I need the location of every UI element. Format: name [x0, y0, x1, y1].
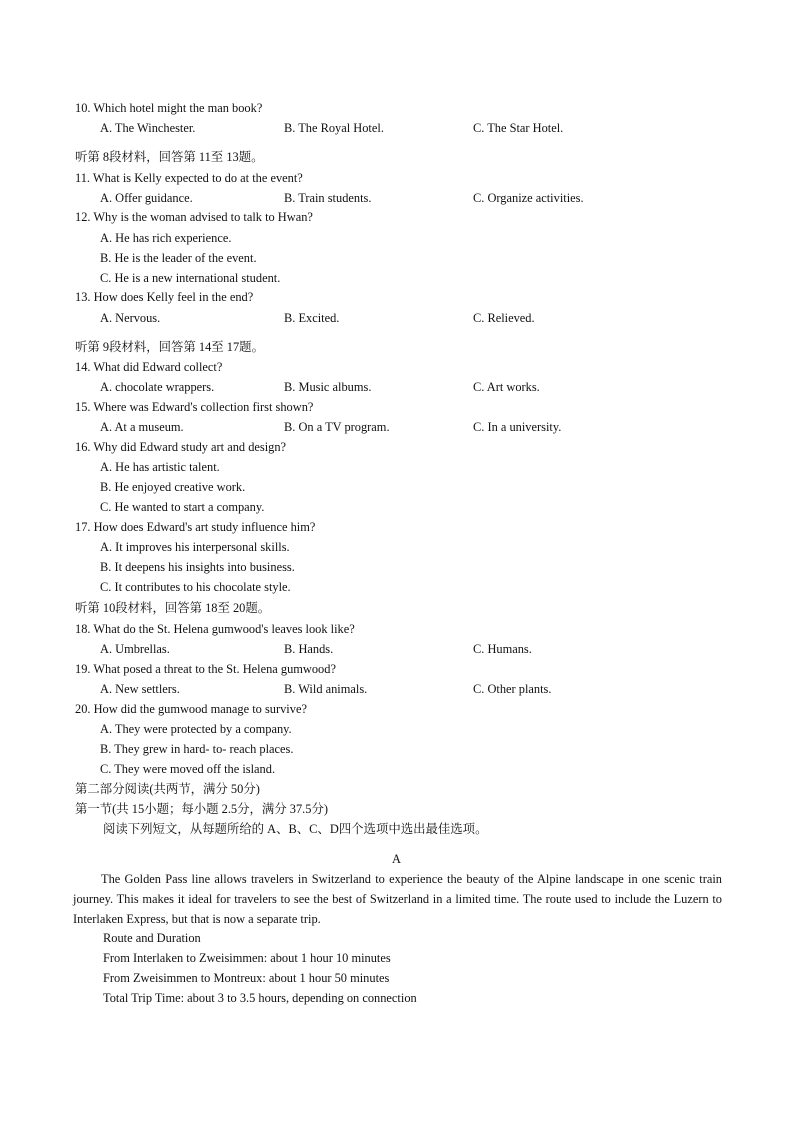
q16-option-c: C. He wanted to start a company.	[100, 500, 265, 514]
passage-label: A	[392, 852, 401, 866]
q18-option-a: A. Umbrellas.	[100, 642, 170, 656]
q10-option-c: C. The Star Hotel.	[473, 121, 564, 135]
q15-option-a: A. At a museum.	[100, 420, 184, 434]
question-17: 17. How does Edward's art study influence him?	[75, 520, 316, 534]
section-9-heading: 听第 9段材料，回答第 14至 17题。	[75, 340, 264, 354]
route-item-2: From Zweisimmen to Montreux: about 1 hour 50 minutes	[103, 971, 390, 985]
q20-option-a: A. They were protected by a company.	[100, 722, 292, 736]
q18-option-c: C. Humans.	[473, 642, 532, 656]
q10-option-a: A. The Winchester.	[100, 121, 196, 135]
question-12: 12. Why is the woman advised to talk to Hwan?	[75, 210, 313, 224]
section-10-heading: 听第 10段材料，回答第 18至 20题。	[75, 601, 271, 615]
q20-option-b: B. They grew in hard- to- reach places.	[100, 742, 294, 756]
question-13: 13. How does Kelly feel in the end?	[75, 290, 254, 304]
section-8-heading: 听第 8段材料，回答第 11至 13题。	[75, 150, 264, 164]
q12-option-b: B. He is the leader of the event.	[100, 251, 257, 265]
reading-instruction: 阅读下列短文，从每题所给的 A、B、C、D四个选项中选出最佳选项。	[103, 822, 488, 836]
route-item-1: From Interlaken to Zweisimmen: about 1 hour 10 minutes	[103, 951, 391, 965]
q17-option-a: A. It improves his interpersonal skills.	[100, 540, 290, 554]
q13-option-b: B. Excited.	[284, 311, 340, 325]
q18-option-b: B. Hands.	[284, 642, 334, 656]
question-14: 14. What did Edward collect?	[75, 360, 223, 374]
question-11: 11. What is Kelly expected to do at the event?	[75, 171, 303, 185]
question-15: 15. Where was Edward's collection first shown?	[75, 400, 314, 414]
q12-option-c: C. He is a new international student.	[100, 271, 281, 285]
passage-paragraph	[73, 869, 722, 929]
q11-option-b: B. Train students.	[284, 191, 372, 205]
q17-option-c: C. It contributes to his chocolate style.	[100, 580, 291, 594]
part-2-heading: 第二部分阅读(共两节，满分 50分)	[75, 782, 260, 796]
q16-option-b: B. He enjoyed creative work.	[100, 480, 246, 494]
question-19: 19. What posed a threat to the St. Helena gumwood?	[75, 662, 336, 676]
q17-option-b: B. It deepens his insights into business.	[100, 560, 295, 574]
question-10: 10. Which hotel might the man book?	[75, 101, 263, 115]
q16-option-a: A. He has artistic talent.	[100, 460, 220, 474]
q11-option-c: C. Organize activities.	[473, 191, 584, 205]
q20-option-c: C. They were moved off the island.	[100, 762, 276, 776]
question-16: 16. Why did Edward study art and design?	[75, 440, 287, 454]
route-item-3: Total Trip Time: about 3 to 3.5 hours, depending on connection	[103, 991, 417, 1005]
q10-option-b: B. The Royal Hotel.	[284, 121, 384, 135]
part-2-section-1-heading: 第一节(共 15小题；每小题 2.5分，满分 37.5分)	[75, 802, 328, 816]
q19-option-b: B. Wild animals.	[284, 682, 368, 696]
q15-option-b: B. On a TV program.	[284, 420, 390, 434]
q14-option-b: B. Music albums.	[284, 380, 372, 394]
q14-option-c: C. Art works.	[473, 380, 540, 394]
q12-option-a: A. He has rich experience.	[100, 231, 232, 245]
q13-option-c: C. Relieved.	[473, 311, 535, 325]
q19-option-a: A. New settlers.	[100, 682, 180, 696]
question-20: 20. How did the gumwood manage to survive?	[75, 702, 307, 716]
question-18: 18. What do the St. Helena gumwood's leaves look like?	[75, 622, 355, 636]
q19-option-c: C. Other plants.	[473, 682, 552, 696]
q14-option-a: A. chocolate wrappers.	[100, 380, 215, 394]
passage-paragraph-text: The Golden Pass line allows travelers in Switzerland to experience the beauty of the Alpine landscape in one scenic train journey. This makes it ideal for travelers to see the best of Switzerland in a limited time. The route used to include the Luzern to Interlaken Express, but that is now a separate trip.	[73, 872, 722, 926]
q15-option-c: C. In a university.	[473, 420, 562, 434]
q11-option-a: A. Offer guidance.	[100, 191, 193, 205]
q13-option-a: A. Nervous.	[100, 311, 161, 325]
route-heading: Route and Duration	[103, 931, 201, 945]
